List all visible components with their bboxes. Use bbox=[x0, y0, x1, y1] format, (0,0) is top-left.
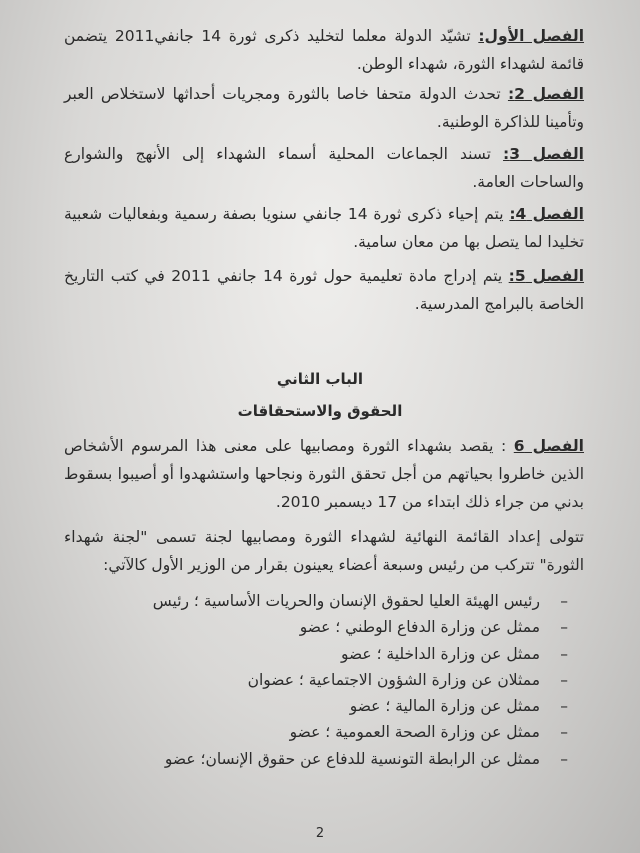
committee-members-list bbox=[120, 588, 568, 772]
chapter-1-label: الفصل الأول: bbox=[478, 27, 585, 45]
member-text: رئيس الهيئة العليا لحقوق الإنسان والحريات الأساسية ؛ رئيس bbox=[152, 592, 540, 610]
list-dash: – bbox=[560, 723, 568, 742]
chapter-1-paragraph bbox=[64, 22, 584, 78]
list-item bbox=[120, 641, 568, 667]
chapter-5-paragraph bbox=[64, 262, 584, 318]
chapter-5-text: يتم إدراج مادة تعليمية حول ثورة 14 جانفي 2011 في كتب التاريخ الخاصة بالبرامج المدرسية. bbox=[64, 267, 584, 313]
chapter-6-text: : يقصد بشهداء الثورة ومصابيها على معنى هذا المرسوم الأشخاص الذين خاطروا بحياتهم من أجل تحقق الثورة ونجاحها واستشهدوا أو أصيبوا بسقوط بدني من جراء ذلك ابتداء من 17 ديسمبر 2010. bbox=[64, 437, 584, 511]
list-item bbox=[120, 667, 568, 693]
chapter-3-paragraph bbox=[64, 140, 584, 196]
list-dash: – bbox=[560, 618, 568, 637]
list-item bbox=[120, 588, 568, 614]
list-dash: – bbox=[560, 670, 568, 689]
chapter-2-paragraph bbox=[64, 80, 584, 136]
chapter-5-label: الفصل 5: bbox=[508, 267, 585, 285]
list-item bbox=[120, 614, 568, 640]
committee-paragraph: تتولى إعداد القائمة النهائية لشهداء الثورة ومصابيها لجنة تسمى "لجنة شهداء الثورة" تتركب من رئيس وسبعة أعضاء يعينون بقرار من الوزير الأول كالآتي: bbox=[64, 528, 584, 574]
list-item bbox=[120, 693, 568, 719]
chapter-2-label: الفصل 2: bbox=[507, 85, 584, 103]
chapter-1-text: تشيّد الدولة معلما لتخليد ذكرى ثورة 14 جانفي2011 يتضمن قائمة لشهداء الثورة، شهداء الوطن. bbox=[64, 27, 584, 73]
chapter-6-paragraph bbox=[64, 432, 584, 516]
member-text: ممثل عن وزارة الداخلية ؛ عضو bbox=[340, 644, 540, 663]
chapter-4-paragraph bbox=[64, 200, 584, 256]
list-dash: – bbox=[560, 592, 568, 610]
chapter-3-text: تسند الجماعات المحلية أسماء الشهداء إلى الأنهج والشوارع والساحات العامة. bbox=[64, 145, 584, 191]
member-text: ممثل عن وزارة الدفاع الوطني ؛ عضو bbox=[299, 618, 540, 637]
section-subtitle: الحقوق والاستحقاقات bbox=[237, 402, 403, 420]
list-dash: – bbox=[560, 697, 568, 716]
page-number: 2 bbox=[315, 826, 325, 841]
list-item bbox=[120, 746, 568, 772]
chapter-4-text: يتم إحياء ذكرى ثورة 14 جانفي سنويا بصفة رسمية وبفعاليات شعبية تخليدا لما يتصل بها من معان سامية. bbox=[64, 205, 584, 251]
chapter-6-label: الفصل 6 bbox=[513, 437, 584, 455]
section-title: الباب الثاني bbox=[276, 370, 364, 388]
list-item bbox=[120, 719, 568, 745]
member-text: ممثل عن وزارة المالية ؛ عضو bbox=[349, 697, 540, 716]
member-text: ممثل عن وزارة الصحة العمومية ؛ عضو bbox=[289, 723, 540, 742]
list-dash: – bbox=[560, 749, 568, 768]
chapter-2-text: تحدث الدولة متحفا خاصا بالثورة ومجريات أحداثها لاستخلاص العبر وتأمينا للذاكرة الوطنية. bbox=[64, 85, 584, 131]
list-dash: – bbox=[560, 644, 568, 663]
chapter-3-label: الفصل 3: bbox=[503, 145, 584, 163]
member-text: ممثلان عن وزارة الشؤون الاجتماعية ؛ عضوان bbox=[247, 670, 540, 689]
member-text: ممثل عن الرابطة التونسية للدفاع عن حقوق الإنسان؛ عضو bbox=[164, 749, 540, 768]
chapter-4-label: الفصل 4: bbox=[509, 205, 584, 223]
